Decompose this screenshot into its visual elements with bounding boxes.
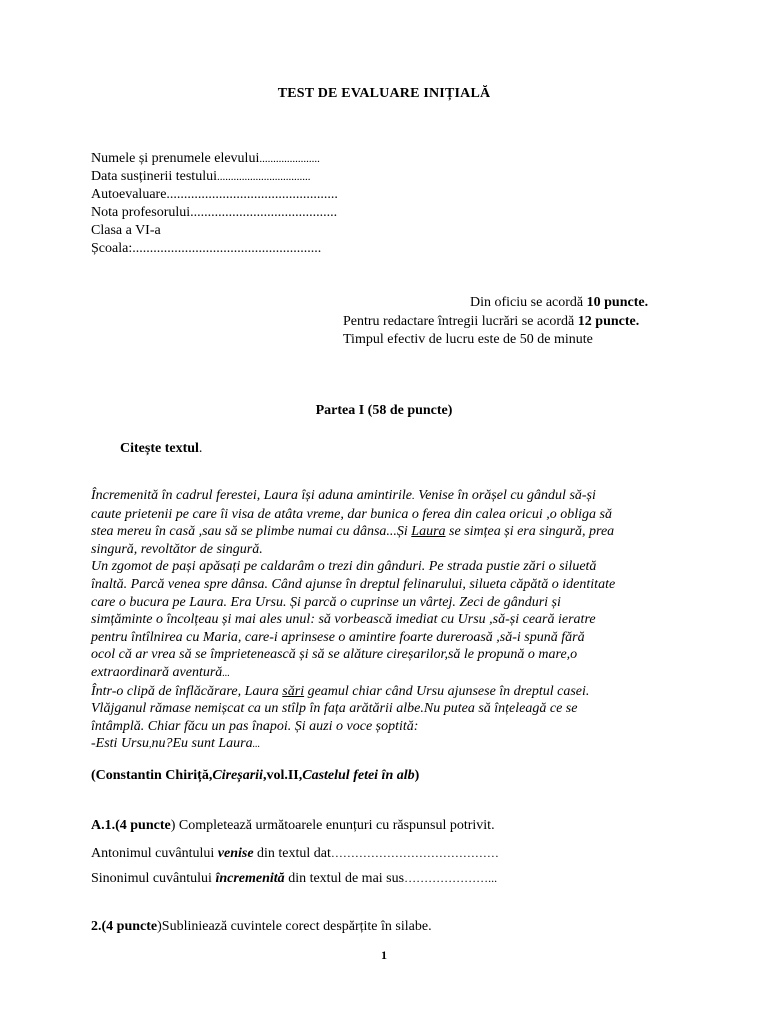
self-evaluation-field[interactable] <box>91 186 338 204</box>
self-evaluation-label: Autoevaluare <box>91 187 167 202</box>
self-evaluation-dots: ................................................. <box>166 187 338 202</box>
text-source: (Constantin Chiriță,Cireșarii,vol.II,Castelul fetei în alb) <box>91 768 420 783</box>
passage-line: simțăminte o încolțeau și mai ales unul: să vorbească imediat cu Ursu ,să-și ceară ieratre <box>91 612 596 628</box>
part-one-title: Partea I (58 de puncte) <box>315 403 453 418</box>
passage-line: Într-o clipă de înflăcărare, Laura sări geamul chiar când Ursu ajunsese în dreptul casei. <box>91 683 590 699</box>
answer-dots: …………………... <box>404 871 498 885</box>
underlined-word-laura: Laura <box>411 524 446 540</box>
test-date-field[interactable] <box>91 168 310 186</box>
student-name-field[interactable] <box>91 150 320 168</box>
passage-line: care o bucura pe Laura. Era Ursu. Și parcă o cuprinse un vârtej. Zeci de gânduri și <box>91 594 561 610</box>
school-field[interactable] <box>91 240 321 258</box>
passage-line: Vlăjganul rămase nemișcat ca un stîlp în fața arătării albe.Nu putea să înțeleagă ce se <box>91 701 578 717</box>
passage-line: extraordinară aventură... <box>91 664 230 680</box>
writing-points-line: Pentru redactare întregii lucrări se acordă 12 puncte. <box>343 314 640 329</box>
time-limit-line: Timpul efectiv de lucru este de 50 de minute <box>343 332 593 347</box>
read-instruction: Citește textul. <box>120 441 203 456</box>
school-dots: ...................................................... <box>132 241 322 256</box>
page-title: TEST DE EVALUARE INIȚIALĂ <box>277 86 491 101</box>
answer-dots: …………………………………… <box>330 846 499 860</box>
teacher-grade-label: Nota profesorului <box>91 205 191 220</box>
teacher-grade-dots: .......................................... <box>190 205 338 220</box>
reading-passage <box>91 487 681 754</box>
passage-line: întâmplă. Chiar făcu un pas înapoi. Și auzi o voce șoptită: <box>91 718 419 734</box>
passage-line: pentru întîlnirea cu Maria, care-i aprinsese o amintire foarte dureroasă ,să-i spună fără <box>91 629 585 645</box>
passage-line: -Esti Ursu,nu?Eu sunt Laura... <box>91 736 261 752</box>
test-date-label: Data susținerii testului <box>91 169 217 184</box>
passage-line: Încremenită în cadrul ferestei, Laura își aduna amintirile. Venise în orășel cu gândul să-și <box>91 488 596 503</box>
passage-line: înaltă. Parcă venea spre dânsa. Când ajunse în dreptul felinarului, silueta căpătă o identitate <box>91 576 616 592</box>
question-2: 2.(4 puncte)Subliniează cuvintele corect despărțite în silabe. <box>91 919 432 934</box>
underlined-word-sari: sări <box>282 683 305 699</box>
passage-line: singură, revoltător de singură. <box>91 541 263 557</box>
passage-line: caute prietenii pe care îi visa de atâta vreme, dar bunica o ferea din calea oricui ,o obliga să <box>91 506 613 522</box>
school-label: Școala: <box>91 241 133 256</box>
page-number: 1 <box>381 948 387 962</box>
question-a1: A.1.(4 puncte) Completează următoarele enunțuri cu răspunsul potrivit. <box>91 818 495 833</box>
passage-line: Un zgomot de pași apăsați pe caldarâm o trezi din gânduri. Pe strada pustie zări o siluetă <box>91 559 597 575</box>
official-points-line: Din oficiu se acordă 10 puncte. <box>470 295 649 310</box>
passage-line: ocol că ar vrea să se împrietenească și să se alăture cireșarilor,să le propună o mare,o <box>91 647 578 663</box>
passage-line: stea mereu în casă ,sau să se plimbe numai cu dânsa...Și Laura se simțea și era singură, prea <box>91 524 615 540</box>
test-date-dots: .................................. <box>216 171 311 183</box>
question-a1-synonym[interactable]: Sinonimul cuvântului încremenită din textul de mai sus…………………... <box>91 871 498 886</box>
question-a1-antonym[interactable]: Antonimul cuvântului venise din textul dat…………………………………… <box>91 846 499 861</box>
teacher-grade-field[interactable] <box>91 204 337 222</box>
class-line: Clasa a VI-a <box>91 223 161 238</box>
student-name-dots: ...................... <box>259 153 320 165</box>
student-name-label: Numele și prenumele elevului <box>91 151 260 166</box>
